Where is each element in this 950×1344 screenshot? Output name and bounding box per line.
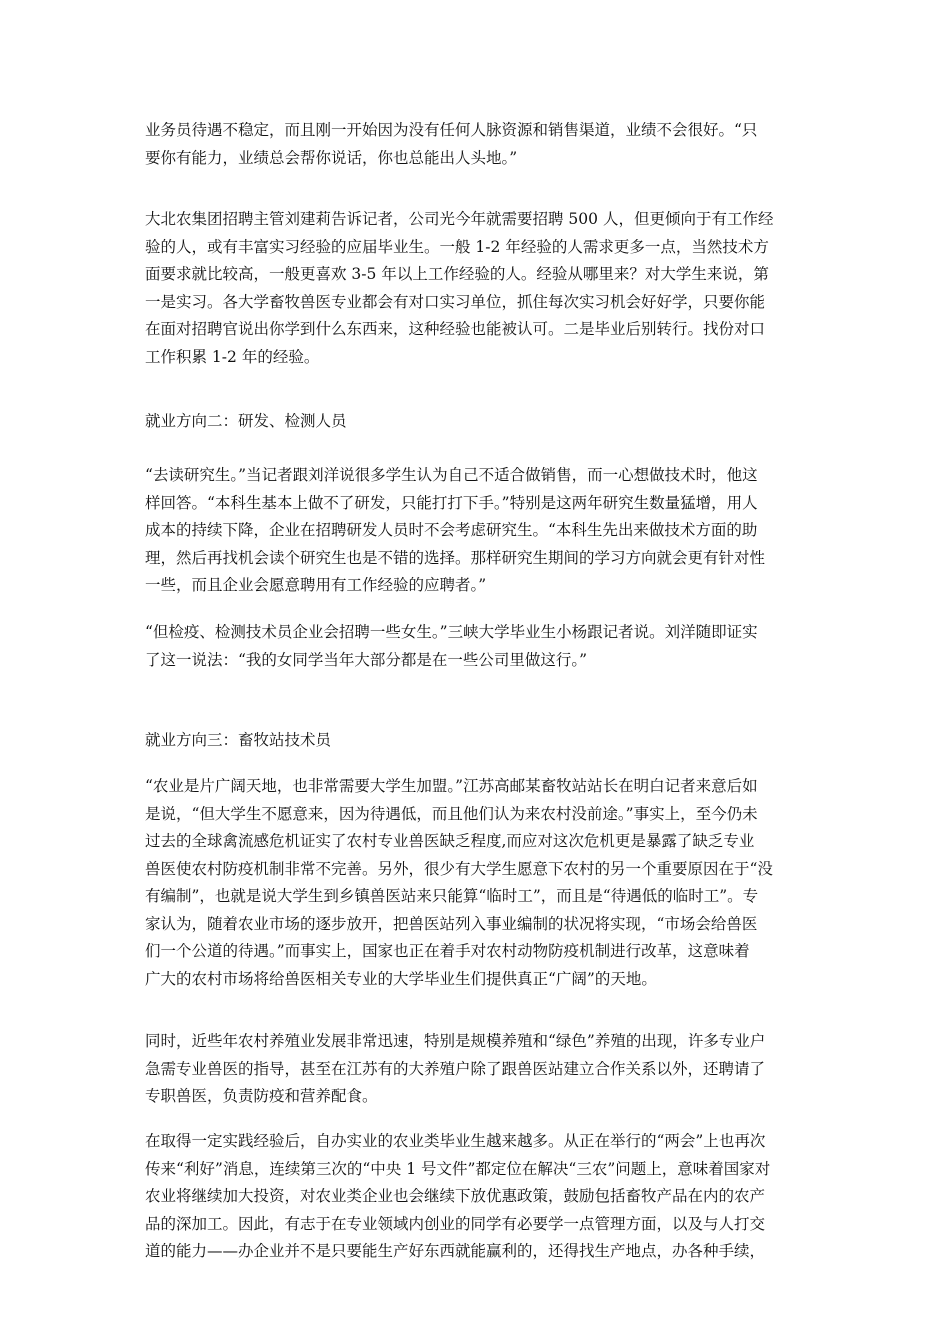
text-line: 一是实习。各大学畜牧兽医专业都会有对口实习单位，抓住每次实习机会好好学，只要你能 xyxy=(145,292,766,311)
text-line: 在面对招聘官说出你学到什么东西来，这种经验也能被认可。二是毕业后别转行。找份对口 xyxy=(145,320,766,338)
text-line: 同时，近些年农村养殖业发展非常迅速，特别是规模养殖和“绿色”养殖的出现，许多专业户 xyxy=(145,1032,766,1050)
text-line: 业务员待遇不稳定，而且刚一开始因为没有任何人脉资源和销售渠道，业绩不会很好。“只 xyxy=(145,121,758,139)
text-line: 专职兽医，负责防疫和营养配食。 xyxy=(145,1087,378,1105)
text-line: 了这一说法：“我的女同学当年大部分都是在一些公司里做这行。” xyxy=(145,650,588,669)
paragraph-rural-veterinarians xyxy=(145,773,810,993)
text-line: 理，然后再找机会读个研究生也是不错的选择。那样研究生期间的学习方向就会更有针对性 xyxy=(145,548,766,567)
text-line: 农业将继续加大投资，对农业类企业也会继续下放优惠政策，鼓励包括畜牧产品在内的农产 xyxy=(145,1187,766,1205)
text-line: 验的人，或有丰富实习经验的应届毕业生。一般 1-2 年经验的人需求更多一点，当然技术方 xyxy=(145,237,769,256)
section-heading-livestock-station: 就业方向三：畜牧站技术员 xyxy=(145,731,332,749)
text-line: “去读研究生。”当记者跟刘洋说很多学生认为自己不适合做销售，而一心想做技术时，他这 xyxy=(145,466,758,484)
text-line: 要你有能力，业绩总会帮你说话，你也总能出人头地。” xyxy=(145,148,518,167)
text-line: 传来“利好”消息，连续第三次的“中央 1 号文件”都定位在解决“三农”问题上，意味着国家对 xyxy=(145,1159,771,1178)
text-line: 急需专业兽医的指导，甚至在江苏有的大养殖户除了跟兽医站建立合作关系以外，还聘请了 xyxy=(145,1059,766,1078)
text-line: 们一个公道的待遇。”而事实上，国家也正在着手对农村动物防疫机制进行改革，这意味着 xyxy=(145,942,750,960)
text-line: 广大的农村市场将给兽医相关专业的大学毕业生们提供真正“广阔”的天地。 xyxy=(145,969,657,988)
text-line: 是说，“但大学生不愿意来，因为待遇低，而且他们认为来农村没前途。”事实上，至今仍未 xyxy=(145,804,758,823)
text-line: 工作积累 1-2 年的经验。 xyxy=(145,347,320,366)
text-line: “但检疫、检测技术员企业会招聘一些女生。”三峡大学毕业生小杨跟记者说。刘洋随即证实 xyxy=(145,623,758,641)
text-line: 样回答。“本科生基本上做不了研发，只能打打下手。”特别是这两年研究生数量猛增，用人 xyxy=(145,493,758,512)
text-line: 品的深加工。因此，有志于在专业领域内创业的同学有必要学一点管理方面，以及与人打交 xyxy=(145,1214,766,1233)
paragraph-salesman-pay xyxy=(145,117,810,172)
paragraph-graduate-study xyxy=(145,462,810,600)
paragraph-breeding-industry xyxy=(145,1028,810,1111)
text-line: 有编制”，也就是说大学生到乡镇兽医站来只能算“临时工”，而且是“待遇低的临时工”。专 xyxy=(145,887,759,905)
paragraph-entrepreneurship xyxy=(145,1128,810,1266)
text-line: 在取得一定实践经验后，自办实业的农业类毕业生越来越多。从正在举行的“两会”上也再次 xyxy=(145,1132,766,1150)
text-line: 道的能力——办企业并不是只要能生产好东西就能赢利的，还得找生产地点，办各种手续， xyxy=(145,1242,766,1260)
text-line: 兽医使农村防疫机制非常不完善。另外，很少有大学生愿意下农村的另一个重要原因在于“没 xyxy=(145,859,773,878)
text-line: 一些，而且企业会愿意聘用有工作经验的应聘者。” xyxy=(145,576,487,594)
paragraph-dabeinong-recruiting xyxy=(145,206,810,371)
text-line: 成本的持续下降，企业在招聘研发人员时不会考虑研究生。“本科生先出来做技术方面的助 xyxy=(145,521,758,539)
text-line: 过去的全球禽流感危机证实了农村专业兽医缺乏程度,而应对这次危机更是暴露了缺乏专业 xyxy=(145,832,755,850)
text-line: 家认为，随着农业市场的逐步放开，把兽医站列入事业编制的状况将实现，“市场会给兽医 xyxy=(145,914,758,933)
section-heading-rnd: 就业方向二：研发、检测人员 xyxy=(145,412,347,430)
paragraph-inspection-technicians xyxy=(145,619,810,674)
text-line: 面要求就比较高，一般更喜欢 3-5 年以上工作经验的人。经验从哪里来？对大学生来说，第 xyxy=(145,265,769,283)
text-line: “农业是片广阔天地，也非常需要大学生加盟。”江苏高邮某畜牧站站长在明白记者来意后如 xyxy=(145,777,758,795)
text-line: 大北农集团招聘主管刘建莉告诉记者，公司光今年就需要招聘 500 人，但更倾向于有工作经 xyxy=(145,210,774,228)
